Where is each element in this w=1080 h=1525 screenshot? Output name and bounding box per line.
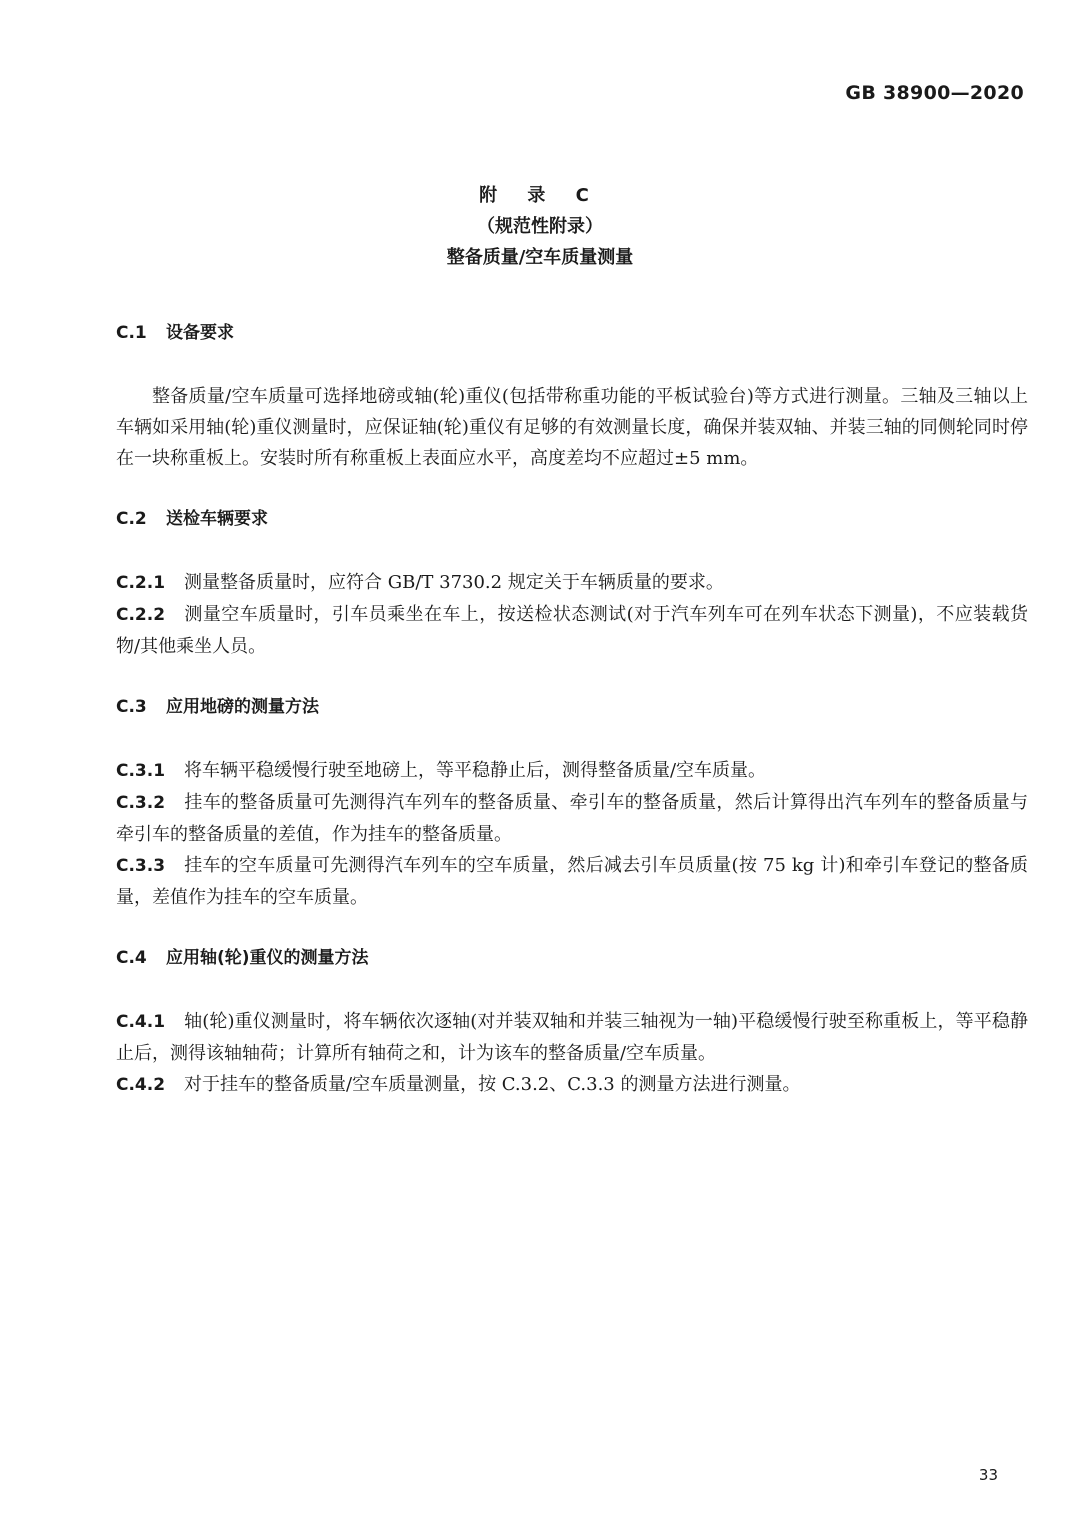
clause-number: C.3.1 bbox=[116, 761, 166, 781]
clause-text: 挂车的整备质量可先测得汽车列车的整备质量、牵引车的整备质量，然后计算得出汽车列车的整备质量与牵引车的整备质量的差值，作为挂车的整备质量。 bbox=[116, 792, 1028, 845]
clause-number: C.2.2 bbox=[116, 605, 166, 625]
section-number: C.3 bbox=[116, 697, 147, 717]
appendix-type: （规范性附录） bbox=[477, 216, 603, 237]
section-heading-c4 bbox=[116, 943, 1028, 974]
section-number: C.4 bbox=[116, 948, 147, 968]
page-number: 33 bbox=[978, 1466, 998, 1484]
standard-code: GB 38900—2020 bbox=[845, 82, 1024, 104]
document-body bbox=[116, 318, 1028, 1101]
clause-c3-1 bbox=[116, 755, 1028, 787]
section-number: C.2 bbox=[116, 509, 147, 529]
clause-text: 将车辆平稳缓慢行驶至地磅上，等平稳静止后，测得整备质量/空车质量。 bbox=[184, 760, 767, 781]
clause-c2-2 bbox=[116, 599, 1028, 662]
section-title: 送检车辆要求 bbox=[166, 509, 268, 529]
section-title: 应用轴(轮)重仪的测量方法 bbox=[166, 948, 369, 968]
clause-text: 轴(轮)重仪测量时，将车辆依次逐轴(对并装双轴和并装三轴视为一轴)平稳缓慢行驶至称重板上，等平稳静止后，测得该轴轴荷；计算所有轴荷之和，计为该车的整备质量/空车质量。 bbox=[116, 1011, 1028, 1064]
clause-c3-2 bbox=[116, 787, 1028, 850]
clause-number: C.4.1 bbox=[116, 1012, 166, 1032]
clause-number: C.3.3 bbox=[116, 856, 166, 876]
clause-text: 挂车的空车质量可先测得汽车列车的空车质量，然后减去引车员质量(按 75 kg 计)和牵引车登记的整备质量，差值作为挂车的空车质量。 bbox=[116, 855, 1028, 908]
appendix-heading bbox=[0, 180, 1080, 273]
section-heading-c2 bbox=[116, 504, 1028, 535]
clause-number: C.4.2 bbox=[116, 1075, 166, 1095]
section-number: C.1 bbox=[116, 323, 147, 343]
clause-text: 对于挂车的整备质量/空车质量测量，按 C.3.2、C.3.3 的测量方法进行测量。 bbox=[184, 1074, 801, 1095]
section-heading-c1 bbox=[116, 318, 1028, 349]
appendix-label: 附 录 C bbox=[479, 185, 601, 206]
section-heading-c3 bbox=[116, 692, 1028, 723]
section-title: 应用地磅的测量方法 bbox=[166, 697, 319, 717]
paragraph-c1: 整备质量/空车质量可选择地磅或轴(轮)重仪(包括带称重功能的平板试验台)等方式进行测量。三轴及三轴以上车辆如采用轴(轮)重仪测量时，应保证轴(轮)重仪有足够的有效测量长度，确保并装双轴、并装三轴的同侧轮同时停在一块称重板上。安装时所有称重板上表面应水平，高度差均不应超过±5 mm。 bbox=[116, 386, 1028, 469]
clause-number: C.2.1 bbox=[116, 573, 166, 593]
section-title: 设备要求 bbox=[166, 323, 234, 343]
clause-c4-2 bbox=[116, 1069, 1028, 1101]
clause-c2-1 bbox=[116, 567, 1028, 599]
clause-c3-3 bbox=[116, 850, 1028, 913]
clause-text: 测量空车质量时，引车员乘坐在车上，按送检状态测试(对于汽车列车可在列车状态下测量)，不应装载货物/其他乘坐人员。 bbox=[116, 604, 1028, 657]
appendix-title: 整备质量/空车质量测量 bbox=[446, 247, 634, 268]
clause-text: 测量整备质量时，应符合 GB/T 3730.2 规定关于车辆质量的要求。 bbox=[184, 572, 724, 593]
clause-number: C.3.2 bbox=[116, 793, 166, 813]
clause-c4-1 bbox=[116, 1006, 1028, 1069]
